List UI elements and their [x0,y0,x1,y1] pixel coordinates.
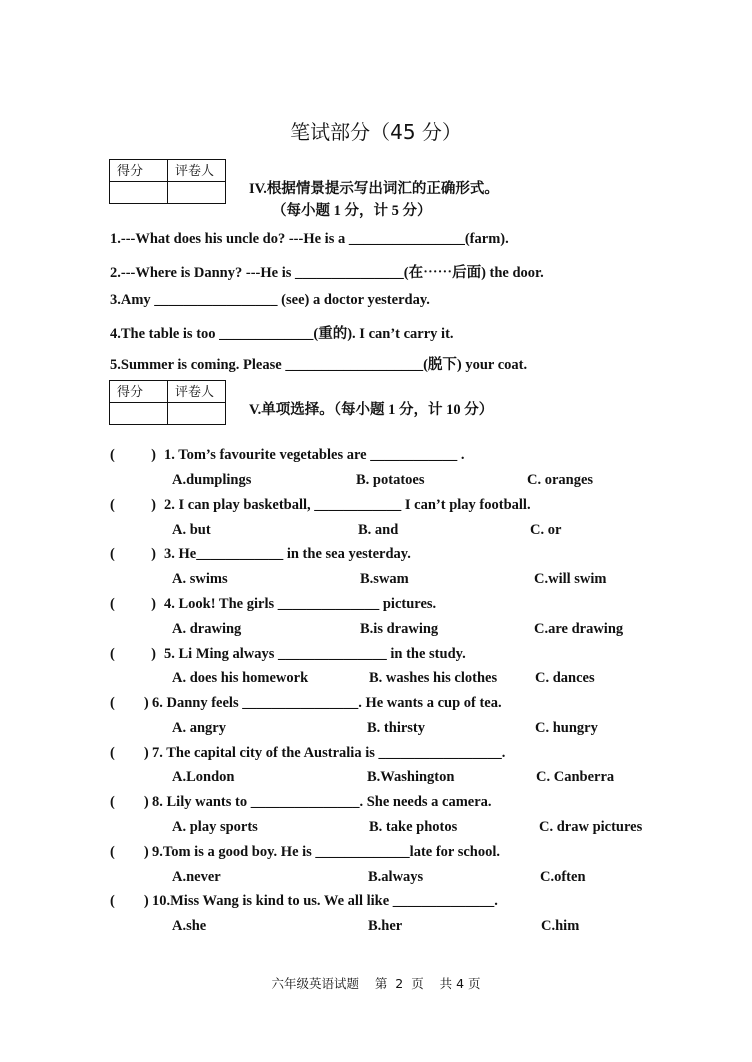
section4-subheading: （每小题 1 分，计 5 分） [272,203,432,219]
answer-paren-1[interactable]: ( ) [110,447,156,463]
option-4c[interactable]: C.are drawing [534,621,624,637]
option-9c[interactable]: C.often [540,869,586,885]
grader-label: 评卷人 [168,160,226,182]
answer-paren-6[interactable]: ( ) [110,695,149,711]
question-5: 5. Li Ming always _______________ in the study. [164,646,466,662]
fill-item-4: 4.The table is too _____________(重的). I can’t carry it. [110,326,454,342]
option-8b[interactable]: B. take photos [369,819,458,835]
option-9a[interactable]: A.never [172,869,221,885]
option-3c[interactable]: C.will swim [534,571,607,587]
option-4a[interactable]: A. drawing [172,621,242,637]
question-7: 7. The capital city of the Australia is _________________. [152,745,506,761]
option-7a[interactable]: A.London [172,769,235,785]
answer-paren-3[interactable]: ( ) [110,546,156,562]
grader-cell[interactable] [168,403,226,425]
question-1: 1. Tom’s favourite vegetables are ____________ . [164,447,465,463]
option-6a[interactable]: A. angry [172,720,226,736]
answer-paren-2[interactable]: ( ) [110,497,156,513]
option-1a[interactable]: A.dumplings [172,472,252,488]
option-2a[interactable]: A. but [172,522,211,538]
question-2: 2. I can play basketball, ____________ I can’t play football. [164,497,531,513]
option-10c[interactable]: C.him [541,918,580,934]
page-footer: 六年级英语试题 第 2 页 共 4 页 [271,976,481,991]
answer-paren-7[interactable]: ( ) [110,745,149,761]
option-6b[interactable]: B. thirsty [367,720,425,736]
option-7b[interactable]: B.Washington [367,769,455,785]
answer-paren-9[interactable]: ( ) [110,844,149,860]
fill-item-2: 2.---Where is Danny? ---He is _______________(在⋯⋯后面) the door. [110,265,544,281]
option-3a[interactable]: A. swims [172,571,228,587]
question-10: 10.Miss Wang is kind to us. We all like ______________. [152,893,498,909]
option-8c[interactable]: C. draw pictures [539,819,643,835]
fill-item-3: 3.Amy _________________ (see) a doctor yesterday. [110,292,430,308]
option-1b[interactable]: B. potatoes [356,472,425,488]
option-7c[interactable]: C. Canberra [536,769,615,785]
option-10a[interactable]: A.she [172,918,207,934]
score-box-section5 [109,380,226,425]
fill-item-5: 5.Summer is coming. Please ___________________(脱下) your coat. [110,357,528,373]
question-8: 8. Lily wants to _______________. She needs a camera. [152,794,492,810]
page-title: 笔试部分（45 分） [290,120,462,144]
score-box-section4 [109,159,226,204]
option-2c[interactable]: C. or [530,522,562,538]
option-4b[interactable]: B.is drawing [360,621,439,637]
grader-label: 评卷人 [168,381,226,403]
question-6: 6. Danny feels ________________. He wants a cup of tea. [152,695,502,711]
grader-cell[interactable] [168,182,226,204]
option-8a[interactable]: A. play sports [172,819,258,835]
question-4: 4. Look! The girls ______________ pictures. [164,596,437,612]
fill-item-1: 1.---What does his uncle do? ---He is a ________________(farm). [110,231,509,247]
option-5a[interactable]: A. does his homework [172,670,309,686]
answer-paren-4[interactable]: ( ) [110,596,156,612]
question-3: 3. He____________ in the sea yesterday. [164,546,411,562]
section5-heading: V.单项选择。（每小题 1 分，计 10 分） [249,402,494,418]
option-2b[interactable]: B. and [358,522,399,538]
option-3b[interactable]: B.swam [360,571,409,587]
option-5c[interactable]: C. dances [535,670,595,686]
answer-paren-5[interactable]: ( ) [110,646,156,662]
score-cell[interactable] [110,403,168,425]
option-6c[interactable]: C. hungry [535,720,598,736]
score-label: 得分 [110,381,168,403]
score-label: 得分 [110,160,168,182]
answer-paren-8[interactable]: ( ) [110,794,149,810]
option-10b[interactable]: B.her [368,918,403,934]
section4-heading: IV.根据情景提示写出词汇的正确形式。 [249,181,499,197]
question-9: 9.Tom is a good boy. He is _____________late for school. [152,844,501,860]
score-cell[interactable] [110,182,168,204]
option-9b[interactable]: B.always [368,869,424,885]
option-5b[interactable]: B. washes his clothes [369,670,498,686]
answer-paren-10[interactable]: ( ) [110,893,149,909]
option-1c[interactable]: C. oranges [527,472,594,488]
